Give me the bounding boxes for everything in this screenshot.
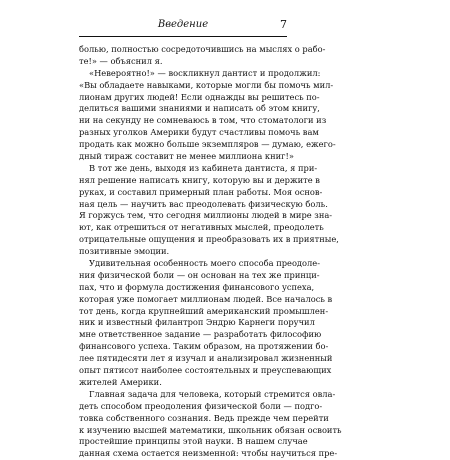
text-line: делиться вашими знаниями и написать об этом книгу, [79, 103, 320, 114]
text-line: товка собственного сознания. Ведь прежде чем перейти [79, 412, 329, 423]
text-line: нял решение написать книгу, которую вы и держите в [79, 174, 320, 185]
text-line: мне ответственное задание — разработать философию [79, 329, 322, 340]
text-line: ная цель — научить вас преодолевать физическую боль. [79, 198, 328, 209]
text-line: ют, как отрешиться от негативных мыслей, преодолеть [79, 222, 324, 233]
paragraph [79, 44, 326, 68]
text-line: деть способом преодоления физической боли — подго- [79, 400, 323, 411]
text-line: продать как можно больше экземпляров — думаю, ежего- [79, 139, 336, 150]
text-line: лее пятидесяти лет я изучал и анализировал жизненный [79, 353, 333, 364]
text-line: пах, что и формула достижения финансового успеха, [79, 281, 315, 292]
text-line: те!» — объяснил я. [79, 55, 163, 66]
text-line: ния физической боли — он основан на тех же принци- [79, 269, 320, 280]
text-line: «Невероятно!» — воскликнул дантист и продолжил: [89, 67, 321, 78]
body-text [79, 44, 342, 460]
text-line: Удивительная особенность моего способа преодоле- [89, 258, 321, 269]
text-line: жителей Америки. [79, 376, 162, 387]
text-line: ник и известный филантроп Эндрю Карнеги поручил [79, 317, 315, 328]
text-line: простейшие принципы этой науки. В нашем случае [79, 436, 308, 447]
text-line: к изучению высшей математики, школьник обязан освоить [79, 424, 342, 435]
text-line: руках, и составил примерный план работы. Моя основ- [79, 186, 323, 197]
paragraph [79, 67, 336, 163]
text-line: Я горжусь тем, что сегодня миллионы людей в мире зна- [79, 210, 333, 221]
text-line: финансового успеха. Таким образом, на протяжении бо- [79, 341, 329, 352]
chapter-title: Введение [157, 19, 209, 30]
page-number: 7 [280, 18, 287, 31]
paragraph [79, 258, 333, 389]
text-line: ни на секунду не сомневаюсь в том, что стоматологи из [79, 115, 327, 126]
text-line: разных уголков Америки будут счастливы помочь вам [79, 127, 319, 138]
text-line: дный тираж составит не менее миллиона книг!» [79, 151, 294, 162]
text-line: опыт пятисот наиболее состоятельных и преуспевающих [79, 365, 332, 376]
text-line: «Вы обладаете навыками, которые могли бы помочь мил- [79, 79, 334, 90]
text-line: данная схема остается неизменной: чтобы научиться пре- [79, 448, 338, 459]
text-line: болью, полностью сосредоточившись на мыслях о рабо- [79, 44, 326, 54]
text-line: лионам других людей! Если однажды вы решитесь по- [79, 91, 320, 102]
text-line: В тот же день, выходя из кабинета дантиста, я при- [89, 162, 318, 173]
paragraph [79, 388, 342, 460]
text-line: тот день, когда крупнейший американский промышлен- [79, 305, 329, 316]
text-line: отрицательные ощущения и преобразовать их в приятные, [79, 234, 339, 245]
text-line: позитивные эмоции. [79, 246, 170, 257]
running-header [79, 18, 287, 37]
paragraph [79, 162, 339, 258]
text-line: Главная задача для человека, который стремится овла- [89, 388, 336, 399]
text-line: которая уже помогает миллионам людей. Все началось в [79, 293, 333, 304]
